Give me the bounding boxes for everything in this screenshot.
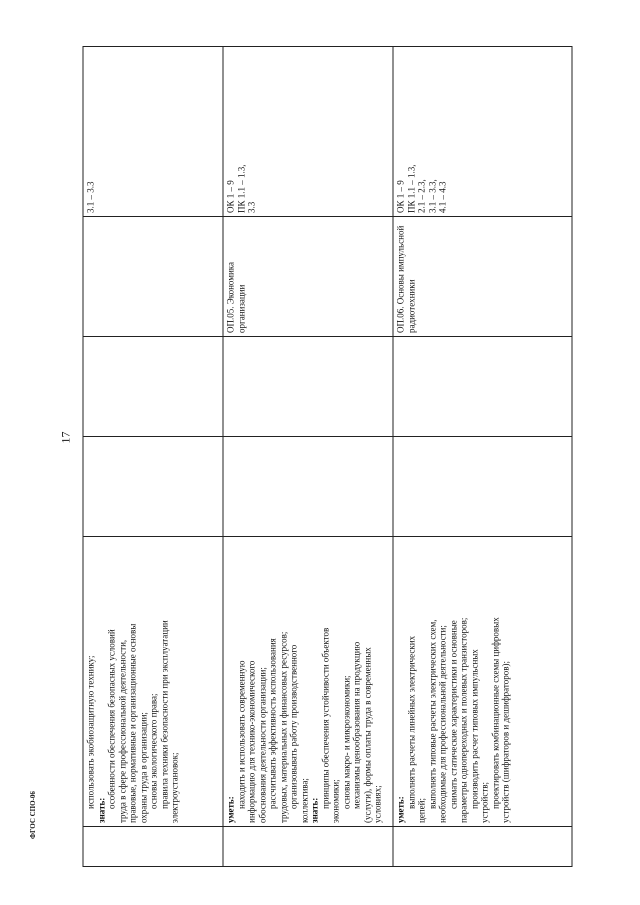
cell-text-line: экономики; [330,779,341,823]
cell-text-line: знать: [309,797,320,823]
cell-text-line: уметь: [395,796,406,823]
table-body [83,47,572,867]
cell-text-line: механизмы ценообразования на продукцию [351,641,362,809]
cell-text-line: проектировать комбинационные схемы цифровых [490,617,500,809]
cell-text-line: параметры однопереходных и полевых транзисторов; [458,617,469,823]
rotated-table-container [83,47,572,867]
cell-text-line: особенности обеспечения безопасных условий [106,629,117,809]
cell-text-line: правовые, нормативные и организационные основы [127,623,138,823]
cell-text-line: снимать статические характеристики и основные [448,620,458,809]
cell-text-line: принципы обеспечения устойчивости объектов [320,627,330,809]
table-row [393,47,572,867]
skills-knowledge-cell [223,537,393,827]
hours-cell [393,437,572,537]
cell-text-line: выполнять типовые расчеты электрических схем, [427,619,437,809]
competencies-cell: ОК 1 – 9 ПК 1.1 – 1.3, 2.1 – 2.3, 3.1 – 3.3, 4.1 – 4.3 [393,47,572,217]
cell-text-line: основы экологического права; [148,693,159,809]
competencies-cell: ОК 1 – 9 ПК 1.1 – 1.3, 3.3 [223,47,393,217]
cell-text-line: необходимые для профессиональной деятельности; [437,625,448,823]
cell-text-line: трудовых, материальных и финансовых ресурсов; [278,631,288,823]
cell-text-line: (услуги), формы оплаты труда в современных [362,647,372,823]
competency-table [83,46,573,867]
index-cell [393,827,572,867]
cell-text-line: цепей; [416,798,427,823]
discipline-cell: ОП.05. Экономика организации [223,217,393,337]
table-row [83,47,223,867]
cell-text-line: электроустановок; [169,752,180,823]
index-cell [83,827,223,867]
competencies-cell: 3.1 – 3.3 [83,47,223,217]
cell-text-line: уметь: [225,796,236,823]
cell-text-line: находить и использовать современную [236,660,246,809]
discipline-cell: ОП.06. Основы импульсной радиотехники [393,217,572,337]
cell-text-line: организовывать работу производственного [288,644,299,809]
hours-cell [83,337,223,437]
cell-text-line: устройств (шифраторов и дешифраторов); [500,661,511,823]
cell-text-line: информацию для технико-экономического [246,660,257,823]
cell-text-line: производить расчет типовых импульсных [469,649,479,809]
cell-text-line: выполнять расчеты линейных электрических [406,635,416,809]
page-number: 17 [58,431,73,444]
cell-text-line: труда в сфере профессиональной деятельности, [117,639,127,823]
cell-text-line: обоснования деятельности организации; [257,667,267,823]
index-cell [223,827,393,867]
hours-cell [223,437,393,537]
cell-text-line: знать: [96,797,106,823]
cell-text-line: правила техники безопасности при эксплуатации [159,620,169,809]
cell-text-line: условиях; [372,785,383,823]
cell-text-line: основы макро- и микроэкономики; [341,675,351,809]
cell-text-line: использовать экобиозащитную технику; [85,655,96,809]
skills-knowledge-cell [393,537,572,827]
hours-cell [223,337,393,437]
cell-text-line: устройств; [479,781,490,823]
hours-cell [83,437,223,537]
table-row [223,47,393,867]
cell-text-line: рассчитывать эффективность использования [267,638,278,809]
discipline-cell [83,217,223,337]
cell-text-line: коллектива; [299,778,309,823]
hours-cell [393,337,572,437]
skills-knowledge-cell [83,537,223,827]
footer-code: ФГОС СПО-06 [29,791,37,839]
cell-text-line: охраны труда в организации; [138,712,148,823]
